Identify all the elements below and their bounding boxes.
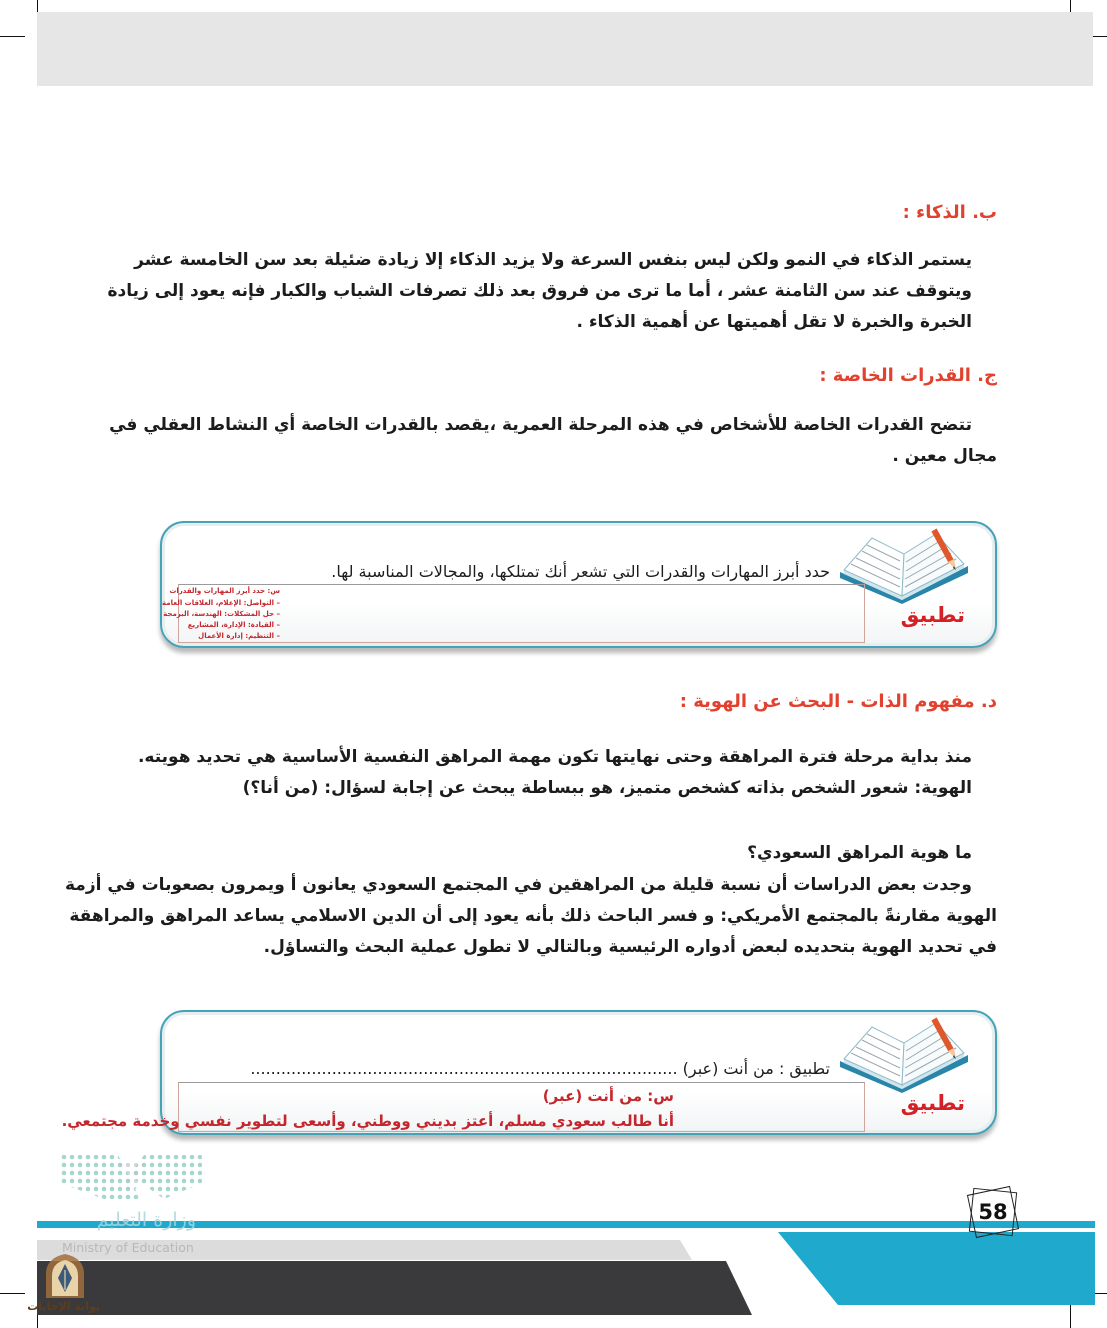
ministry-name-english: Ministry of Education [62,1240,194,1255]
page-number-text: 58 [978,1200,1008,1224]
saudi-identity-line: وجدت بعض الدراسات أن نسبة قليلة من المراهقين في المجتمع السعودي يعانون أ ويمرون بصعوبات في أزمة [64,875,972,895]
ministry-logo [60,1153,202,1201]
watermark-text: بوابة الإجابات [27,1300,100,1313]
answer-line: – القيادة: الإدارة، المشاريع [187,621,280,629]
answer-area [162,584,865,643]
section-d-line: منذ بداية مرحلة فترة المراهقة وحتى نهايتها تكون مهمة المراهق النفسية الأساسية هي تحديد هويته. [137,747,972,767]
answer-line: – حل المشكلات: الهندسة، البرمجة [163,610,280,618]
saudi-identity-question: ما هوية المراهق السعودي؟ [747,843,972,863]
section-c-line: تتضح القدرات الخاصة للأشخاص في هذه المرحلة العمرية ،يقصد بالقدرات الخاصة أي النشاط العقلي في [109,415,972,435]
answer-question: س: من أنت (عبر) [542,1087,674,1105]
section-b-heading: ب. الذكاء : [902,202,997,223]
activity-label: تطبيق [900,1091,965,1115]
saudi-identity-line: الهوية مقارنةً بالمجتمع الأمريكي: و فسر الباحث ذلك بأنه يعود إلى أن الدين الاسلامي يساعد المراهق والمراهقة [69,906,997,926]
crop-mark [0,36,25,37]
activity-label: تطبيق [900,603,965,627]
answer-area [61,1082,865,1132]
section-b-line: يستمر الذكاء في النمو ولكن ليس بنفس السرعة ولا يزيد الذكاء إلا زيادة ضئيلة بعد سن الخامسة عشر [134,250,972,270]
activity-prompt: تطبيق : من أنت (عبر) .................................................................................... [250,1059,830,1078]
saudi-identity-line: في تحديد الهوية بتحديده لبعض أدواره الرئيسية وبالتالي لا تطول عملية البحث والتساؤل. [263,937,997,957]
page-number [967,1186,1019,1238]
answer-line: – التنظيم: إدارة الأعمال [198,632,280,640]
section-c-heading: ج. القدرات الخاصة : [819,365,997,386]
section-b-line: الخبرة والخبرة لا تقل أهميتها عن أهمية الذكاء . [576,312,972,332]
answer-line: س: حدد أبرز المهارات والقدرات [169,587,280,595]
ministry-name-arabic: وزارة التعليم [96,1209,196,1231]
watermark-logo-icon [42,1252,88,1300]
top-banner [37,12,1093,86]
answer-line: – التواصل: الإعلام، العلاقات العامة [162,599,280,607]
section-b-line: ويتوقف عند سن الثامنة عشر ، أما ما ترى من فروق بعد ذلك تصرفات الشباب والكبار فإنه يعود إلى زيادة [107,281,972,301]
activity-box-2 [61,1010,997,1135]
activity-prompt: حدد أبرز المهارات والقدرات التي تشعر أنك تمتلكها، والمجالات المناسبة لها. [331,562,830,581]
section-d-line: الهوية: شعور الشخص بذاته كشخص متميز، هو ببساطة يبحث عن إجابة لسؤال: (من أنا؟) [242,778,972,798]
section-d-heading: د. مفهوم الذات - البحث عن الهوية : [679,691,997,712]
section-c-line: مجال معين . [892,446,997,466]
activity-box-1 [160,521,997,648]
answer-text: أنا طالب سعودي مسلم، أعتز بديني ووطني، وأسعى لتطوير نفسي وخدمة مجتمعي. [61,1112,674,1130]
